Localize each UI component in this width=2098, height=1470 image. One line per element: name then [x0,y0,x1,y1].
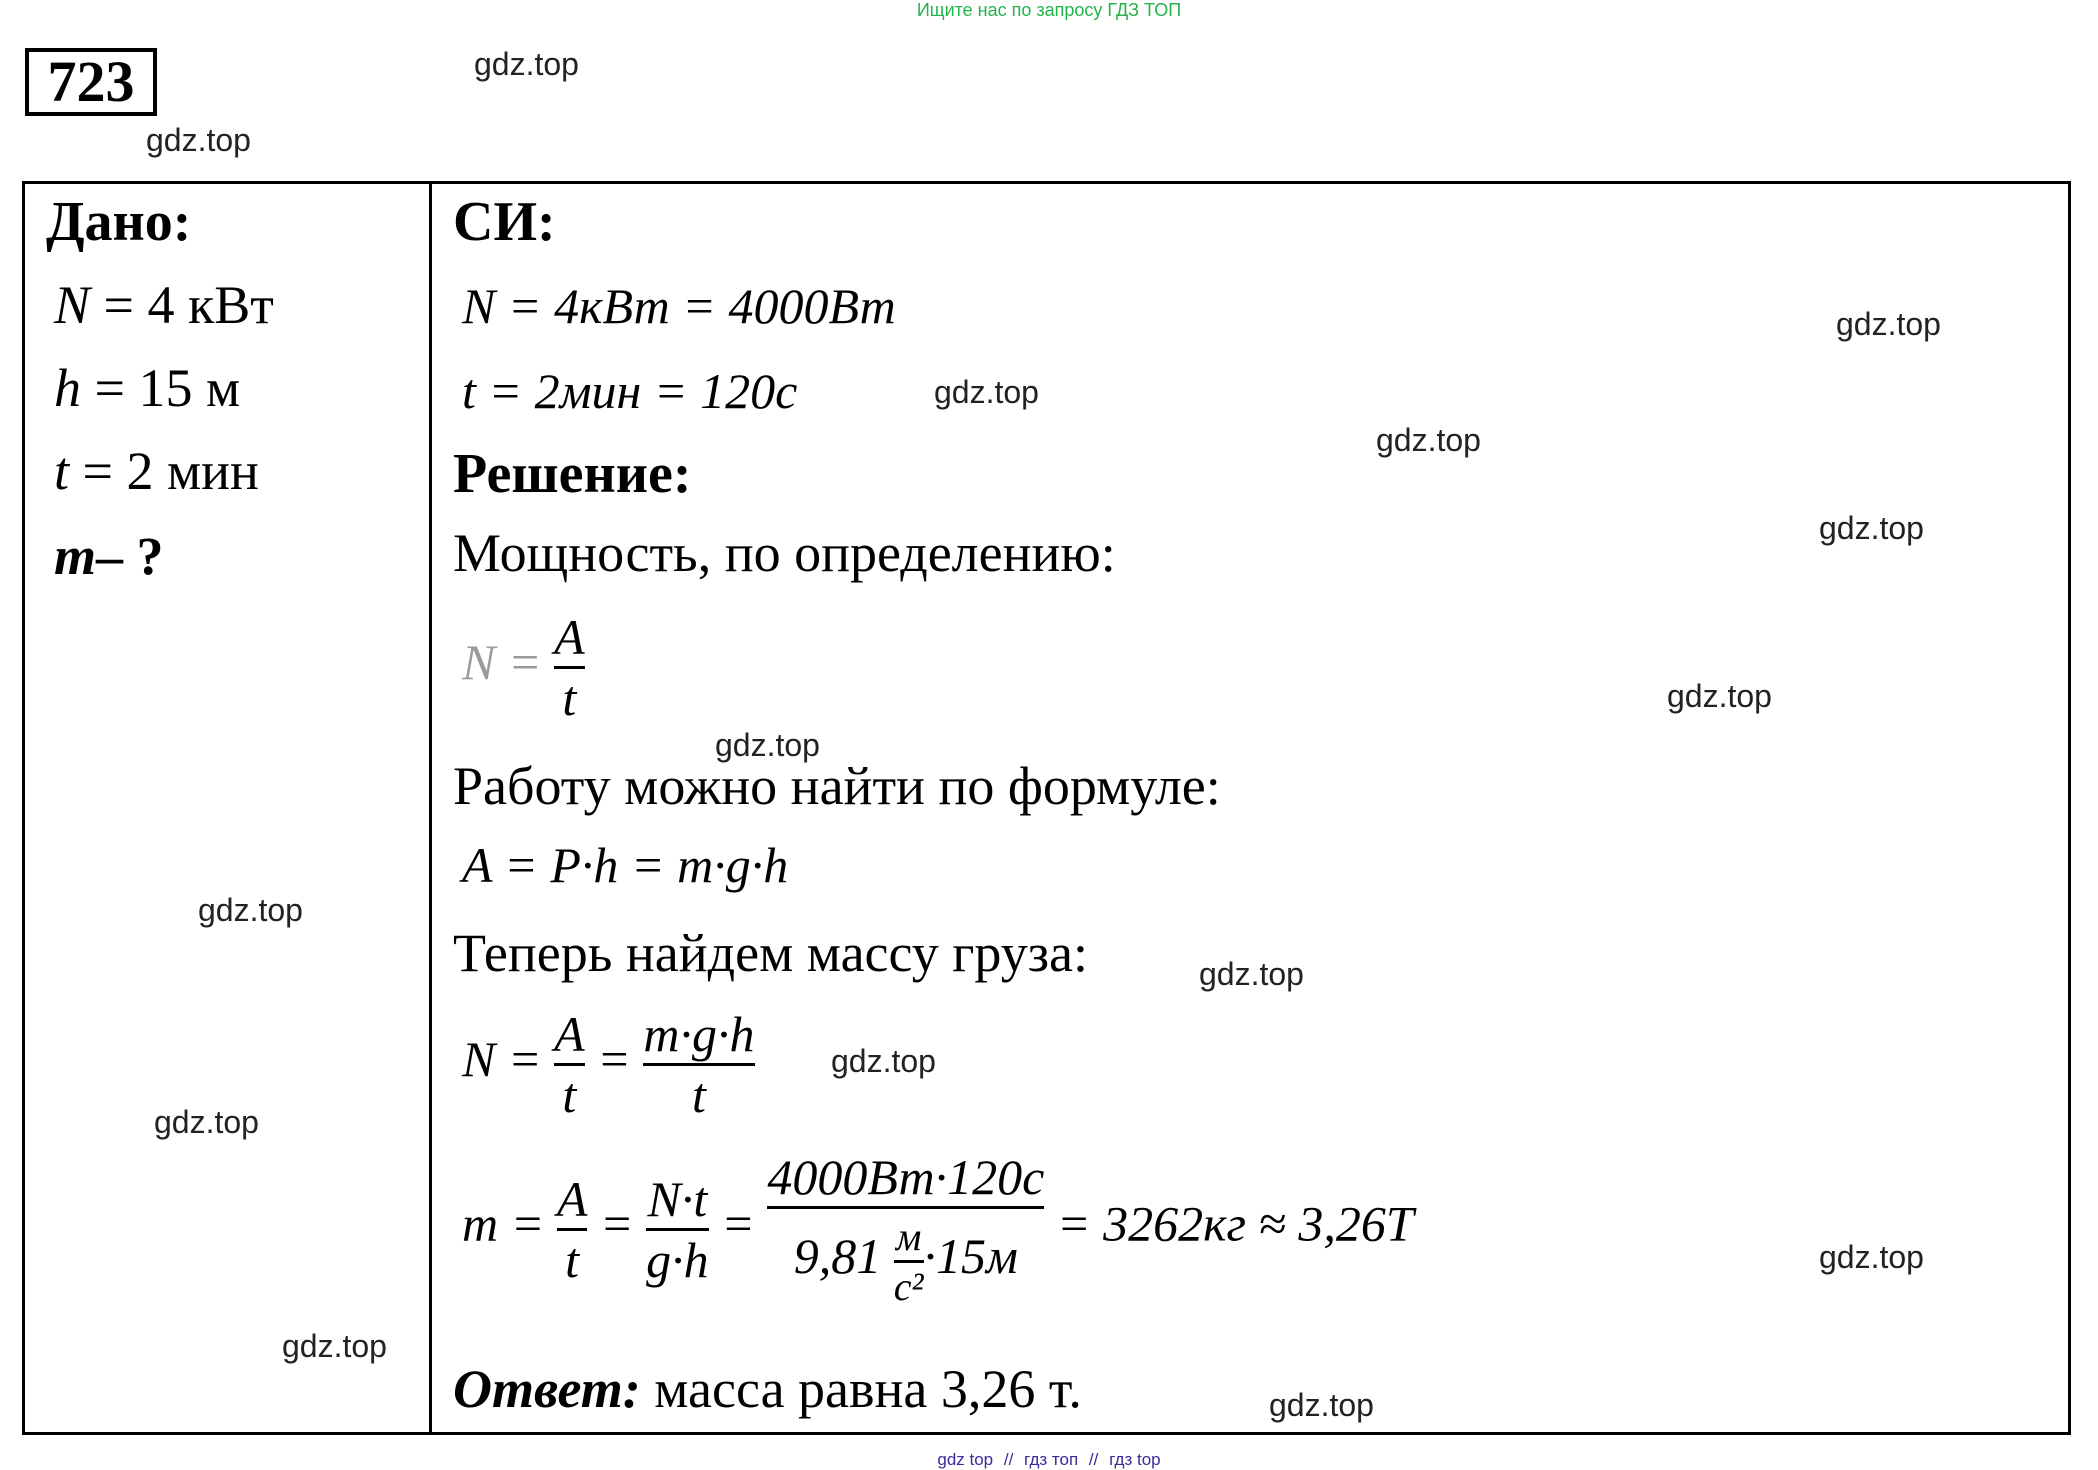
numerator: m·g·h [643,1006,755,1062]
watermark: gdz.top [1376,422,1481,458]
table-divider [429,181,432,1432]
watermark: gdz.top [1836,306,1941,342]
denominator-coefficient: 9,81 [793,1227,882,1284]
watermark: gdz.top [474,46,579,82]
watermark: gdz.top [146,122,251,158]
given-var: m [54,526,97,586]
formula-lhs: N = [462,1030,542,1087]
watermark: gdz.top [934,374,1039,410]
numerator: A [554,609,585,665]
watermark: gdz.top [1269,1387,1374,1423]
denominator: g·h [646,1228,709,1289]
watermark: gdz.top [1819,1239,1924,1275]
si-heading: СИ: [453,191,556,253]
footer-link[interactable]: gdz top [937,1450,994,1469]
given-line-n [54,274,274,336]
given-heading: Дано: [46,191,192,253]
fraction [554,608,585,727]
formula-work: A = P·h = m·g·h [462,837,789,893]
given-line-h [54,357,240,419]
footer-link[interactable]: гдз top [1109,1450,1161,1469]
footer-links [0,1450,2098,1470]
si-line-power: N = 4кВт = 4000Вт [462,278,896,334]
given-var: N [54,275,91,335]
fraction [643,1005,754,1124]
formula-lhs: m = [462,1195,545,1252]
fraction [557,1170,588,1289]
formula-lhs: N = [462,633,542,690]
given-value: = 4 кВт [90,275,274,335]
watermark: gdz.top [831,1043,936,1079]
given-value: = 15 м [81,358,241,418]
given-value: = 2 мин [69,441,259,501]
watermark: gdz.top [1819,510,1924,546]
solution-text-3: Теперь найдем массу груза: [453,923,1089,983]
footer-separator: // [1088,1450,1099,1469]
denominator: t [643,1063,754,1124]
given-var: h [54,358,81,418]
unit-fraction [894,1213,924,1310]
equals-sign: = [721,1195,755,1252]
given-var: t [54,441,70,501]
si-line-time: t = 2мин = 120с [462,363,798,419]
numerator: 4000Вт·120с [767,1149,1045,1205]
formula-power-definition [462,608,585,727]
denominator: t [554,666,585,727]
given-value: – ? [96,526,164,586]
denominator: t [554,1063,585,1124]
denominator [767,1206,1044,1310]
equals-sign: = [599,1195,634,1252]
fraction [646,1170,709,1289]
answer-line [453,1358,1082,1420]
denominator: t [557,1228,588,1289]
problem-number: 723 [25,48,157,116]
unit-numerator: м [895,1214,922,1259]
numerator: A [556,1170,588,1227]
footer-link[interactable]: гдз топ [1024,1450,1079,1469]
equals-sign: = [597,1030,631,1087]
watermark: gdz.top [198,892,303,928]
solution-text-1: Мощность, по определению: [453,523,1116,583]
watermark: gdz.top [154,1104,259,1140]
numerator: N·t [647,1170,708,1227]
answer-text: масса равна 3,26 т. [640,1359,1082,1419]
given-line-t [54,440,259,502]
watermark: gdz.top [282,1328,387,1364]
formula-power-expanded [462,1005,755,1124]
watermark: gdz.top [1199,956,1304,992]
answer-label: Ответ: [453,1359,641,1419]
numerator: A [554,1006,585,1062]
top-banner[interactable]: Ищите нас по запросу ГДЗ ТОП [916,0,1182,20]
footer-separator: // [1003,1450,1014,1469]
solution-heading: Решение: [453,443,692,505]
fraction [554,1005,585,1124]
denominator-height: ·15м [923,1227,1018,1284]
formula-mass [462,1148,1414,1310]
formula-result: = 3262кг ≈ 3,26Т [1056,1195,1414,1252]
unit-denominator: с² [894,1260,924,1310]
solution-text-2: Работу можно найти по формуле: [453,756,1221,816]
given-line-m [54,525,164,587]
watermark: gdz.top [1667,678,1772,714]
watermark: gdz.top [715,727,820,763]
fraction [767,1148,1044,1310]
